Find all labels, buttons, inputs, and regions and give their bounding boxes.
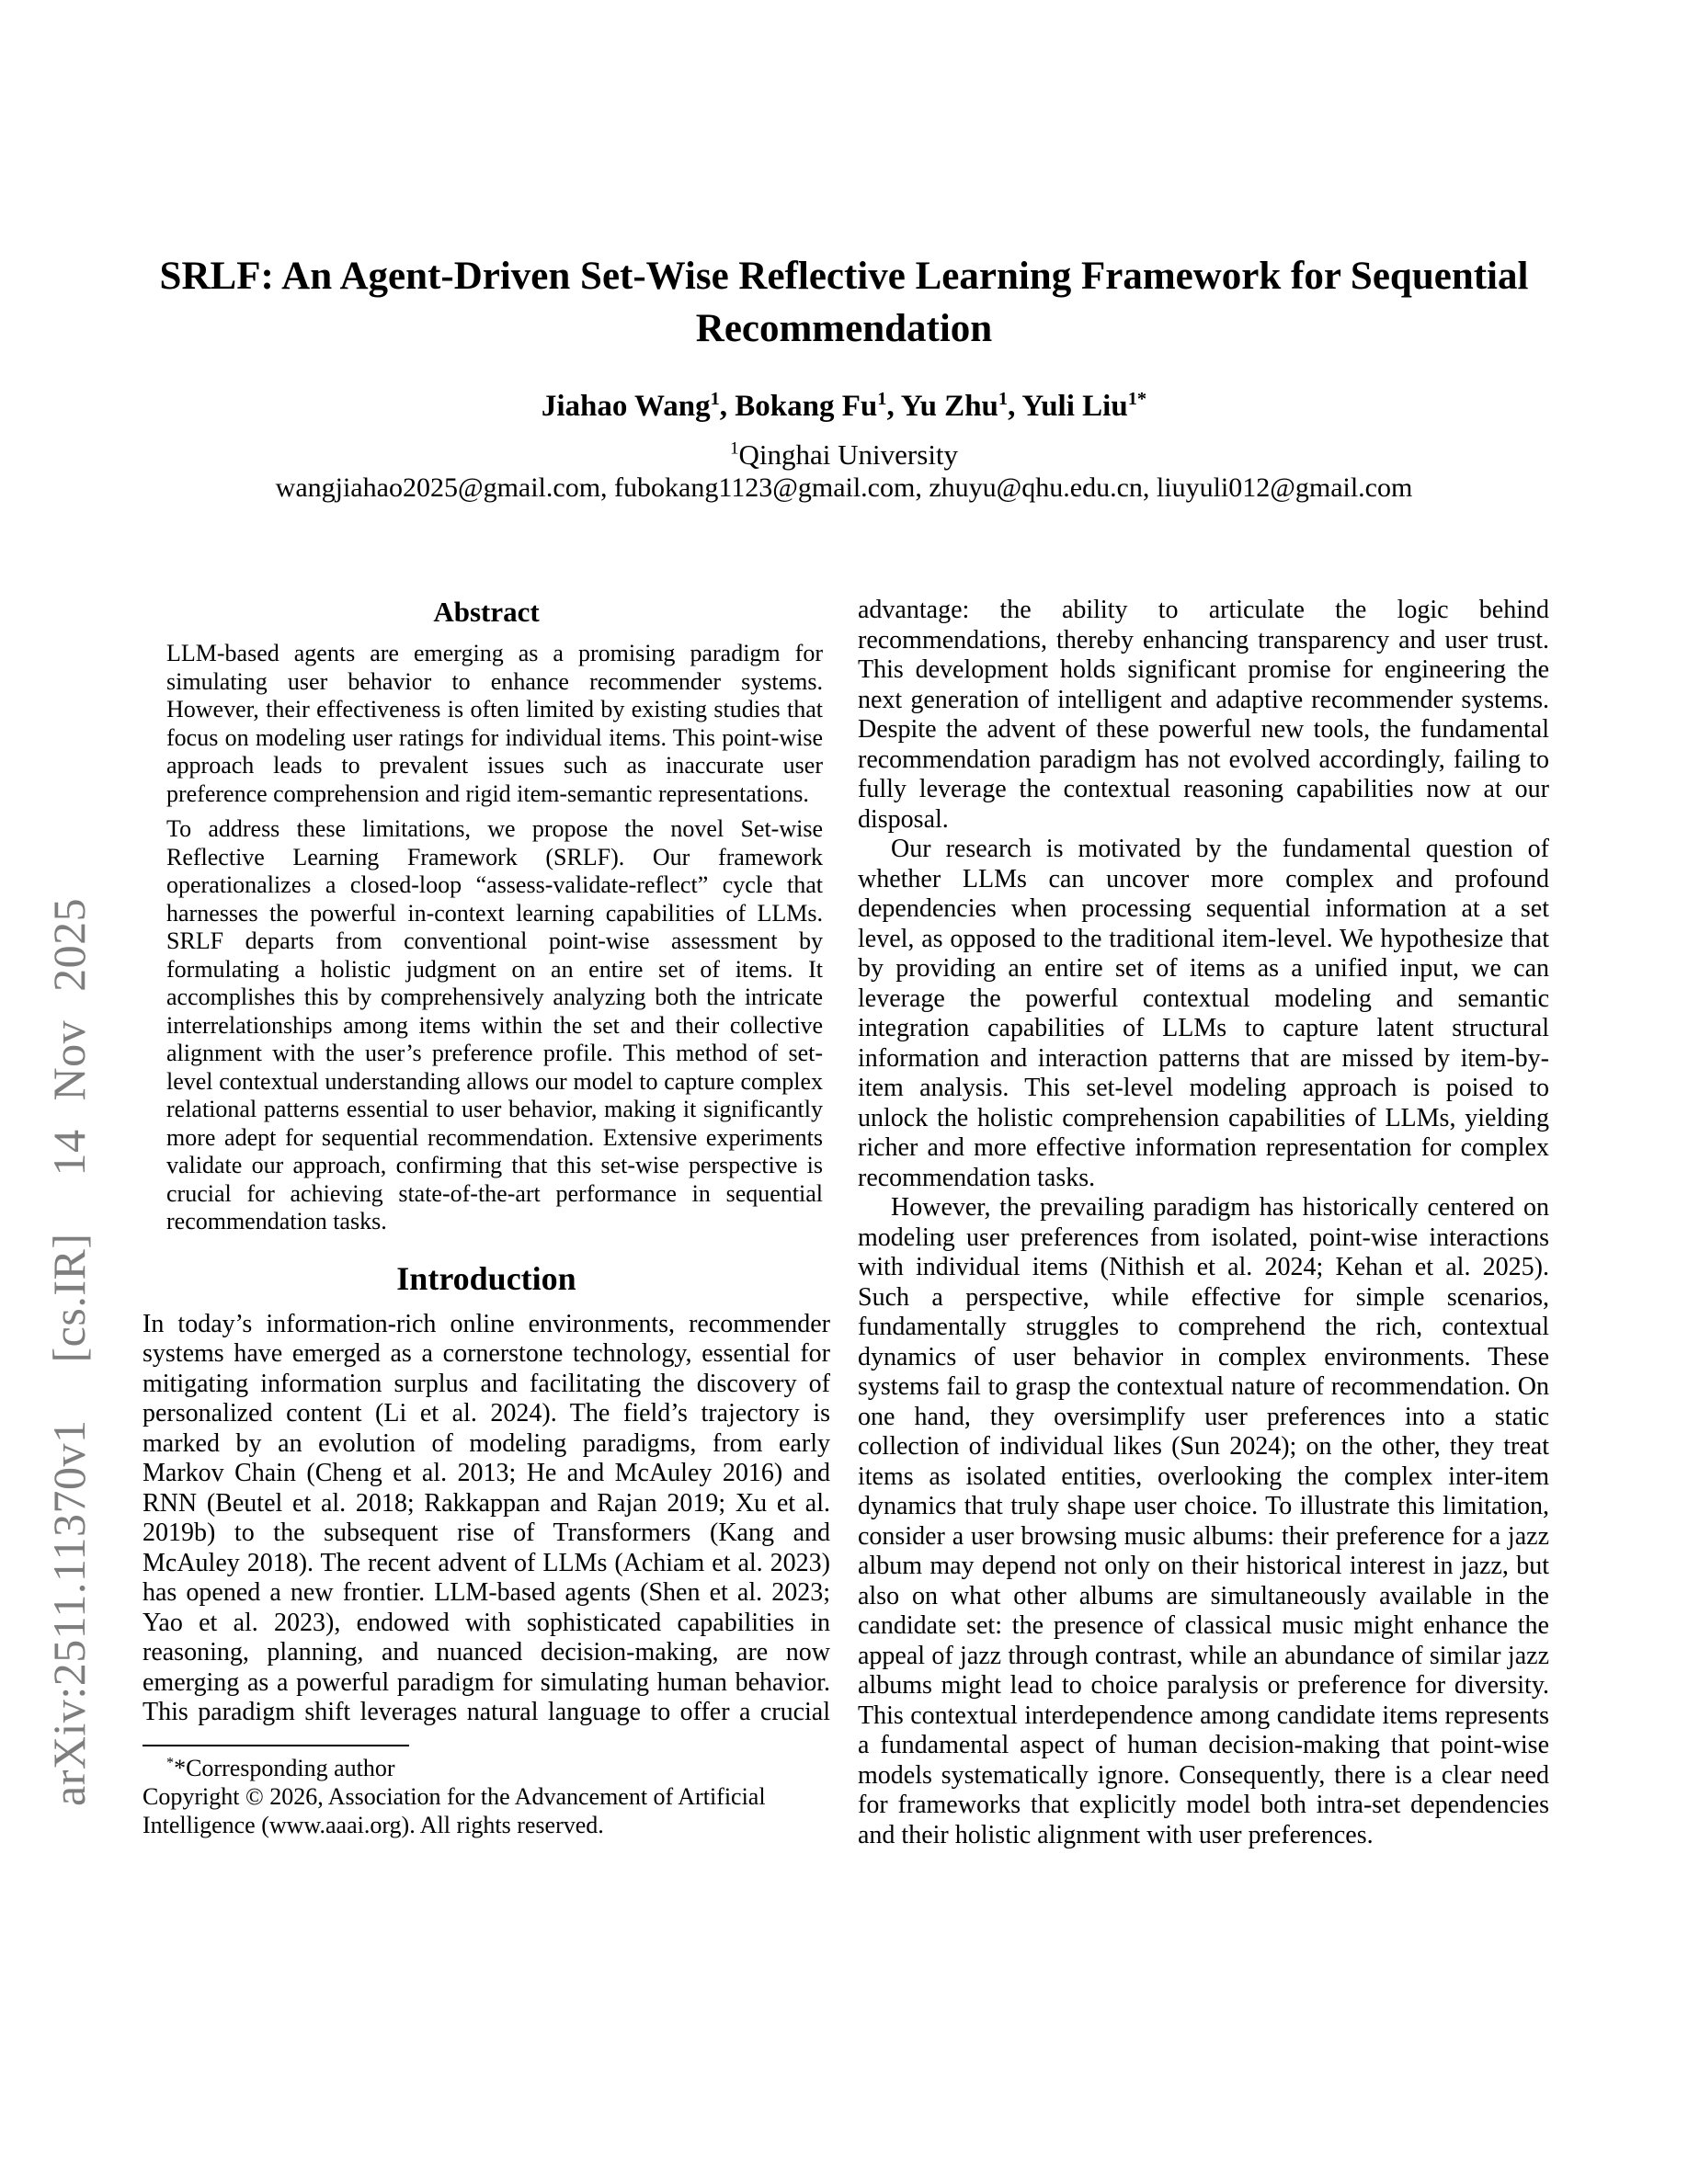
author-line: [0, 390, 1688, 424]
email-line: wangjiahao2025@gmail.com, fubokang1123@gmail.com, zhuyu@qhu.edu.cn, liuyuli012@gmail.com: [275, 472, 1413, 503]
introduction-paragraph-2: Our research is motivated by the fundamental question of whether LLMs can uncover more complex and profound dependencies when processing sequential information at a set level, as opposed to the traditional item-level. We hypothesize that by providing an entire set of items as a unified input, we can leverage the powerful contextual modeling and semantic integration capabilities of LLMs to capture latent structural information and interaction patterns that are missed by item-by-item analysis. This set-level modeling approach is poised to unlock the holistic comprehension capabilities of LLMs, yielding richer and more effective information representation for complex recommendation tasks.: [858, 835, 1549, 1192]
footnote-text: *Corresponding author: [174, 1754, 395, 1781]
footnote-marker: *: [166, 1754, 175, 1770]
introduction-paragraph-1-continuation: advantage: the ability to articulate the logic behind recommendations, thereby enhancing transparency and user trust. This development holds significant promise for engineering the next generation of intelligent and adaptive recommender systems. Despite the advent of these powerful new tools, the fundamental recommendation paradigm has not evolved accordingly, failing to fully leverage the contextual reasoning capabilities now at our disposal.: [858, 596, 1549, 834]
author-4-affil-mark: 1*: [1127, 389, 1147, 409]
abstract-heading: Abstract: [433, 596, 540, 628]
author-3-affil-mark: 1: [998, 389, 1009, 409]
author-2-affil-mark: 1: [877, 389, 887, 409]
affiliation-line: [0, 438, 1688, 472]
author-4: [1008, 390, 1146, 423]
footnote-block: [143, 1745, 830, 1839]
paper-title: [0, 250, 1688, 355]
introduction-heading: Introduction: [396, 1259, 576, 1297]
author-4-name: , Yuli Liu: [1008, 390, 1128, 423]
author-3: [887, 390, 1009, 423]
author-1-name: Jiahao Wang: [541, 390, 711, 423]
abstract-paragraph-1: LLM-based agents are emerging as a promising paradigm for simulating user behavior to enhance recommender systems. However, their effectiveness is often limited by existing studies that focus on modeling user ratings for individual items. This point-wise approach leads to prevalent issues such as inaccurate user preference comprehension and rigid item-semantic representations.: [166, 640, 823, 807]
author-1: [542, 390, 720, 423]
right-column: [858, 596, 1549, 1850]
author-1-affil-mark: 1: [710, 389, 720, 409]
left-column: [143, 596, 830, 1839]
paper-title-line-1: SRLF: An Agent-Driven Set-Wise Reflective Learning Framework for Sequential: [159, 255, 1529, 298]
affiliation-mark: 1: [729, 438, 739, 459]
footnote-rule: [143, 1745, 409, 1746]
paper-title-line-2: Recommendation: [695, 307, 993, 350]
author-2: [720, 390, 887, 423]
abstract-body: [143, 640, 830, 1236]
affiliation-name: Qinghai University: [738, 438, 959, 471]
abstract-paragraph-2: To address these limitations, we propose the novel Set-wise Reflective Learning Framework (SRLF). Our framework operationalizes a closed-loop “assess-validate-reflect” cycle that harnesses the powerful in-context learning capabilities of LLMs. SRLF departs from conventional point-wise assessment by formulating a holistic judgment on an entire set of items. It accomplishes this by comprehensively analyzing both the intricate interrelationships among items within the set and their collective alignment with the user’s preference profile. This method of set-level contextual understanding allows our model to capture complex relational patterns essential to user behavior, making it significantly more adept for sequential recommendation. Extensive experiments validate our approach, confirming that this set-wise perspective is crucial for achieving state-of-the-art performance in sequential recommendation tasks.: [166, 815, 823, 1234]
arxiv-watermark: arXiv:2511.11370v1 [cs.IR] 14 Nov 2025: [43, 897, 95, 1806]
corresponding-author-note: [143, 1754, 830, 1782]
author-2-name: , Bokang Fu: [719, 390, 878, 423]
introduction-paragraph-1: In today’s information-rich online environments, recommender systems have emerged as a cornerstone technology, essential for mitigating information surplus and facilitating the discovery of personalized content (Li et al. 2024). The field’s trajectory is marked by an evolution of modeling paradigms, from early Markov Chain (Cheng et al. 2013; He and McAuley 2016) and RNN (Beutel et al. 2018; Rakkappan and Rajan 2019; Xu et al. 2019b) to the subsequent rise of Transformers (Kang and McAuley 2018). The recent advent of LLMs (Achiam et al. 2023) has opened a new frontier. LLM-based agents (Shen et al. 2023; Yao et al. 2023), endowed with sophisticated capabilities in reasoning, planning, and nuanced decision-making, are now emerging as a powerful paradigm for simulating human behavior. This paradigm shift leverages natural language to offer a crucial: [143, 1309, 830, 1726]
author-3-name: , Yu Zhu: [886, 390, 998, 423]
copyright-note: Copyright © 2026, Association for the Advancement of Artificial Intelligence (www.aaai.org). All rights reserved.: [143, 1782, 766, 1838]
introduction-paragraph-3: However, the prevailing paradigm has historically centered on modeling user preferences from isolated, point-wise interactions with individual items (Nithish et al. 2024; Kehan et al. 2025). Such a perspective, while effective for simple scenarios, fundamentally struggles to comprehend the rich, contextual dynamics of user behavior in complex environments. These systems fail to grasp the contextual nature of recommendation. On one hand, they oversimplify user preferences into a static collection of individual likes (Sun 2024); on the other, they treat items as isolated entities, overlooking the complex inter-item dynamics that truly shape user choice. To illustrate this limitation, consider a user browsing music albums: their preference for a jazz album may depend not only on their historical interest in jazz, but also on what other albums are simultaneously available in the candidate set: the presence of classical music might enhance the appeal of jazz through contrast, while an abundance of similar jazz albums might lead to choice paralysis or preference for diversity. This contextual interdependence among candidate items represents a fundamental aspect of human decision-making that point-wise models systematically ignore. Consequently, there is a clear need for frameworks that explicitly model both intra-set dependencies and their holistic alignment with user preferences.: [858, 1193, 1549, 1849]
